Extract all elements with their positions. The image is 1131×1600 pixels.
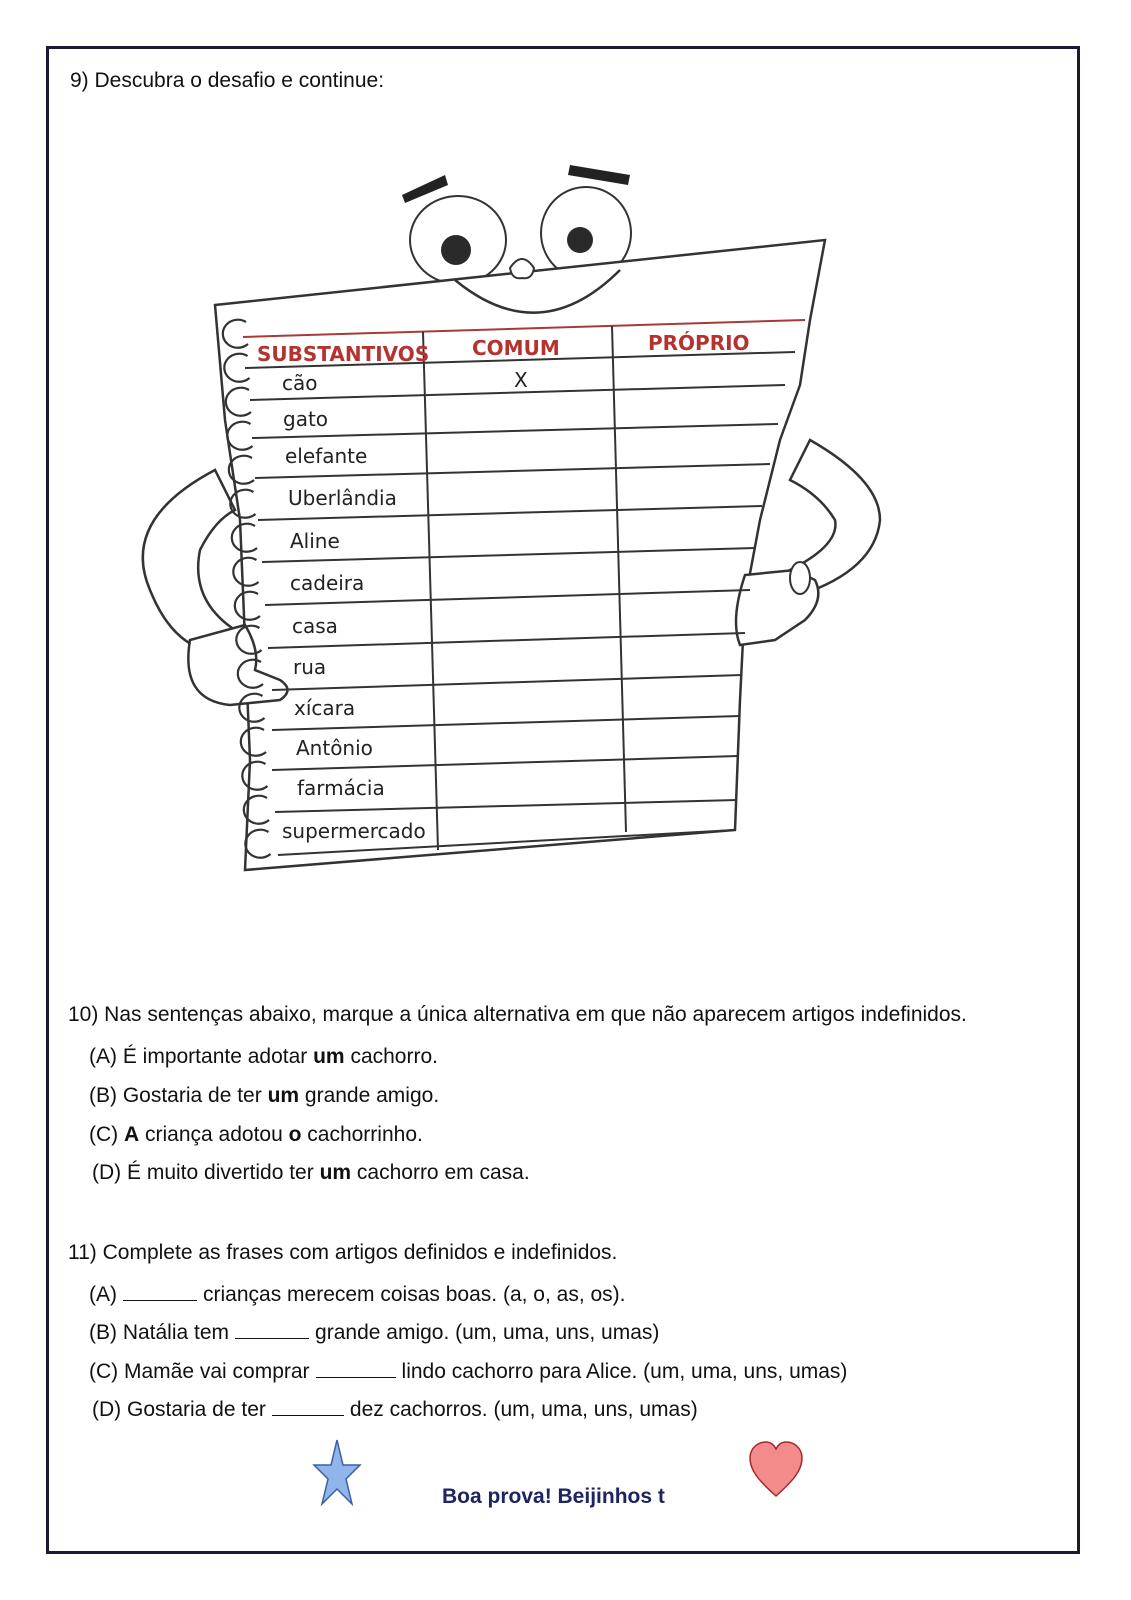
nose-icon <box>510 259 534 278</box>
cell-proprio[interactable] <box>626 765 746 799</box>
q11-item-d <box>92 1397 698 1423</box>
table-row-word: Uberlândia <box>288 486 397 510</box>
cell-comum[interactable] <box>437 727 622 761</box>
cell-proprio[interactable] <box>627 808 747 842</box>
cell-comum[interactable] <box>438 767 623 801</box>
cell-comum[interactable] <box>432 435 617 469</box>
q10-option-c-article-1: A <box>124 1123 140 1146</box>
question-9-title: 9) Descubra o desafio e continue: <box>70 69 385 92</box>
q10-option-c[interactable] <box>89 1122 423 1148</box>
table-row-word: farmácia <box>297 776 385 800</box>
pupil-left <box>441 235 471 265</box>
arm-left <box>143 470 235 650</box>
cell-comum[interactable] <box>435 605 620 639</box>
q10-option-d[interactable] <box>92 1160 530 1186</box>
cell-proprio[interactable] <box>624 644 744 678</box>
q11-item-b-text: grande amigo. (um, uma, uns, umas) <box>315 1321 660 1344</box>
q10-option-d-article: um <box>319 1161 352 1184</box>
cell-proprio[interactable] <box>625 725 745 759</box>
table-row-word: cão <box>282 371 318 395</box>
q11-item-d-text: dez cachorros. (um, uma, uns, umas) <box>349 1398 698 1421</box>
cell-comum[interactable] <box>434 562 619 596</box>
question-11-title: 11) Complete as frases com artigos definidos e indefinidos. <box>68 1241 618 1264</box>
q11-item-a-text: crianças merecem coisas boas. (a, o, as, os). <box>203 1283 626 1306</box>
q10-option-a-text: (A) É importante adotar <box>89 1045 314 1068</box>
q10-option-b-rest: grande amigo. <box>299 1084 440 1107</box>
eyebrow-right-icon <box>568 165 630 185</box>
cell-comum[interactable] <box>436 687 621 721</box>
cell-comum[interactable] <box>436 646 621 680</box>
q11-blank-c[interactable] <box>316 1359 396 1378</box>
cell-proprio[interactable] <box>621 518 741 552</box>
cell-comum[interactable] <box>430 362 615 396</box>
wristband <box>790 562 810 594</box>
q10-option-c-mid: criança adotou <box>139 1123 289 1146</box>
q11-blank-d[interactable] <box>272 1397 344 1416</box>
cell-proprio[interactable] <box>622 560 742 594</box>
q10-option-d-rest: cachorro em casa. <box>351 1161 530 1184</box>
q10-option-c-article-2: o <box>288 1123 302 1146</box>
table-row-word: gato <box>283 407 329 431</box>
table-row-word: Antônio <box>296 736 373 760</box>
cell-comum[interactable] <box>439 810 624 844</box>
table-row-word: elefante <box>285 444 368 468</box>
star-icon <box>312 1438 362 1508</box>
table-row-word: cadeira <box>290 571 365 595</box>
q10-option-a-article: um <box>313 1045 345 1068</box>
q10-option-b-text: (B) Gostaria de ter <box>89 1084 268 1107</box>
table-header-comum: COMUM <box>472 336 560 360</box>
q10-option-c-rest: cachorrinho. <box>301 1123 423 1146</box>
cell-proprio[interactable] <box>619 396 739 430</box>
table-row-word: Aline <box>290 529 340 553</box>
table-header-substantivos: SUBSTANTIVOS <box>257 342 430 366</box>
q11-item-c-label: (C) Mamãe vai comprar <box>89 1360 310 1383</box>
q11-item-b-label: (B) Natália tem <box>89 1321 230 1344</box>
cell-proprio[interactable] <box>620 433 740 467</box>
q10-option-c-text: (C) <box>89 1123 124 1146</box>
q10-option-b-article: um <box>267 1084 300 1107</box>
q11-blank-b[interactable] <box>235 1320 309 1339</box>
cell-comum[interactable] <box>433 520 618 554</box>
question-10-title: 10) Nas sentenças abaixo, marque a única alternativa em que não aparecem artigos indefinidos. <box>68 1003 967 1026</box>
q11-item-d-label: (D) Gostaria de ter <box>92 1398 266 1421</box>
heart-icon <box>748 1440 804 1500</box>
table-row-word: rua <box>293 655 327 679</box>
q10-option-a[interactable] <box>89 1044 438 1070</box>
table-header-proprio: PRÓPRIO <box>648 331 750 355</box>
q10-option-d-text: (D) É muito divertido ter <box>92 1161 320 1184</box>
q11-blank-a[interactable] <box>123 1282 197 1301</box>
cell-proprio[interactable] <box>623 603 743 637</box>
cell-proprio[interactable] <box>624 685 744 719</box>
cell-comum[interactable] <box>431 398 616 432</box>
q11-item-a <box>89 1282 626 1308</box>
table-row-word: xícara <box>294 696 356 720</box>
cell-proprio[interactable] <box>620 475 740 509</box>
pupil-right <box>567 227 593 253</box>
q11-item-a-label: (A) <box>89 1283 117 1306</box>
q11-item-c <box>89 1359 847 1385</box>
q11-item-b <box>89 1320 659 1346</box>
cell-proprio[interactable] <box>618 360 738 394</box>
table-row-word: supermercado <box>282 819 426 843</box>
q10-option-b[interactable] <box>89 1083 439 1109</box>
table-row-word: casa <box>292 614 338 638</box>
q11-item-c-text: lindo cachorro para Alice. (um, uma, uns, umas) <box>401 1360 848 1383</box>
cell-comum[interactable] <box>432 477 617 511</box>
footer-message: Boa prova! Beijinhos t <box>442 1485 665 1508</box>
q10-option-a-rest: cachorro. <box>344 1045 438 1068</box>
